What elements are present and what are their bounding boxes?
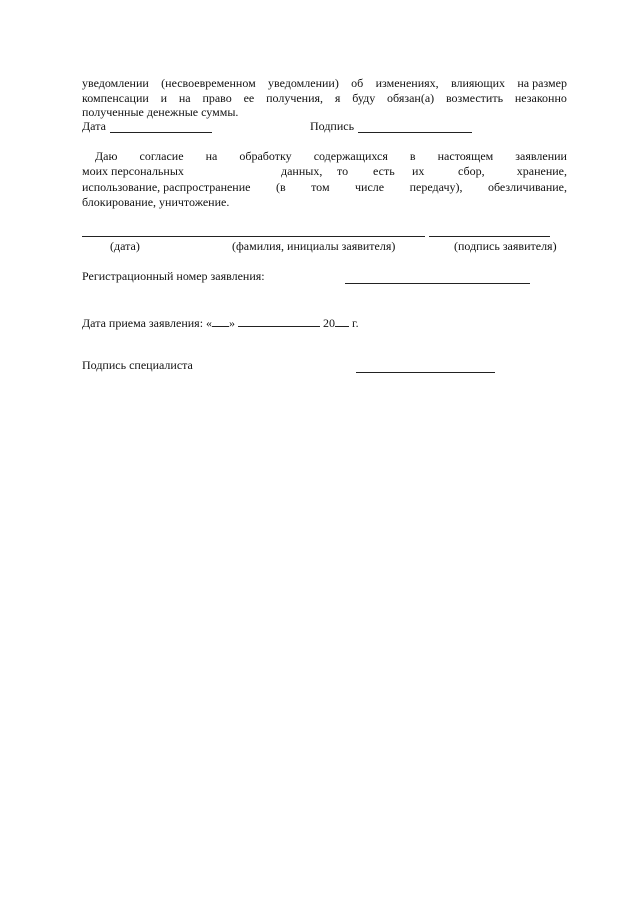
text-word: компенсации: [82, 91, 149, 105]
close-quote: »: [229, 316, 236, 330]
date-label: Дата: [82, 119, 106, 133]
text-word: на размер: [517, 76, 567, 90]
text-word: право: [202, 91, 232, 105]
text-word: настоящем: [437, 149, 494, 163]
text-word: согласие: [139, 149, 184, 163]
text-word: я: [334, 91, 341, 105]
month-field[interactable]: [238, 315, 320, 327]
text-word: получения,: [266, 91, 324, 105]
year-field[interactable]: [335, 315, 349, 327]
acceptance-date-label: Дата приема заявления:: [82, 316, 204, 330]
text-word: заявлении: [515, 149, 567, 163]
text-word: (в: [275, 180, 286, 194]
open-quote: «: [206, 316, 213, 330]
registration-label: Регистрационный номер заявления:: [82, 269, 265, 283]
text-word: использование, распространение: [82, 180, 251, 194]
acceptance-date: [82, 315, 359, 330]
text-word: данных,: [281, 164, 323, 178]
text-word: в: [409, 149, 416, 163]
text-word: обезличивание,: [487, 180, 567, 194]
text-word: их: [412, 164, 425, 178]
signature-label: Подпись: [310, 119, 355, 133]
caption-date: (дата): [110, 239, 140, 253]
caption-signature: (подпись заявителя): [454, 239, 557, 253]
text-word: содержащихся: [313, 149, 388, 163]
paragraph1-line3: полученные денежные суммы.: [82, 105, 239, 119]
text-word: Даю: [95, 149, 118, 163]
text-word: моих персональных: [82, 164, 184, 178]
consent-line3: [82, 180, 567, 194]
text-word: обработку: [239, 149, 292, 163]
applicant-signature-line-right[interactable]: [429, 236, 550, 237]
text-word: об: [351, 76, 364, 90]
paragraph1-line1: [82, 76, 567, 90]
consent-line4: блокирование, уничтожение.: [82, 195, 230, 209]
text-word: то: [337, 164, 349, 178]
text-word: уведомлении): [268, 76, 339, 90]
caption-name: (фамилия, инициалы заявителя): [232, 239, 396, 253]
text-word: обязан(а): [387, 91, 435, 105]
text-word: (несвоевременном: [161, 76, 256, 90]
text-word: ее: [243, 91, 255, 105]
year-prefix: 20: [323, 316, 336, 330]
text-word: и: [160, 91, 168, 105]
text-word: буду: [352, 91, 376, 105]
text-word: передачу),: [409, 180, 463, 194]
text-word: сбор,: [458, 164, 485, 178]
text-word: хранение,: [516, 164, 567, 178]
text-word: том: [311, 180, 330, 194]
text-word: на: [205, 149, 218, 163]
text-word: незаконно: [514, 91, 567, 105]
registration-number-line[interactable]: [345, 283, 530, 284]
specialist-signature-label: Подпись специалиста: [82, 358, 193, 372]
text-word: изменениях,: [375, 76, 439, 90]
year-suffix: г.: [352, 316, 359, 330]
consent-line1: [95, 149, 567, 163]
applicant-signature-line-left[interactable]: [82, 236, 425, 237]
specialist-signature-line[interactable]: [356, 372, 495, 373]
text-word: числе: [355, 180, 385, 194]
day-field[interactable]: [212, 315, 229, 327]
text-word: уведомлении: [82, 76, 149, 90]
text-word: на: [178, 91, 191, 105]
paragraph1-line2: [82, 91, 567, 105]
text-word: возместить: [445, 91, 504, 105]
text-word: влияющих: [450, 76, 506, 90]
signature-line[interactable]: [358, 132, 472, 133]
text-word: есть: [373, 164, 395, 178]
date-line[interactable]: [110, 132, 212, 133]
